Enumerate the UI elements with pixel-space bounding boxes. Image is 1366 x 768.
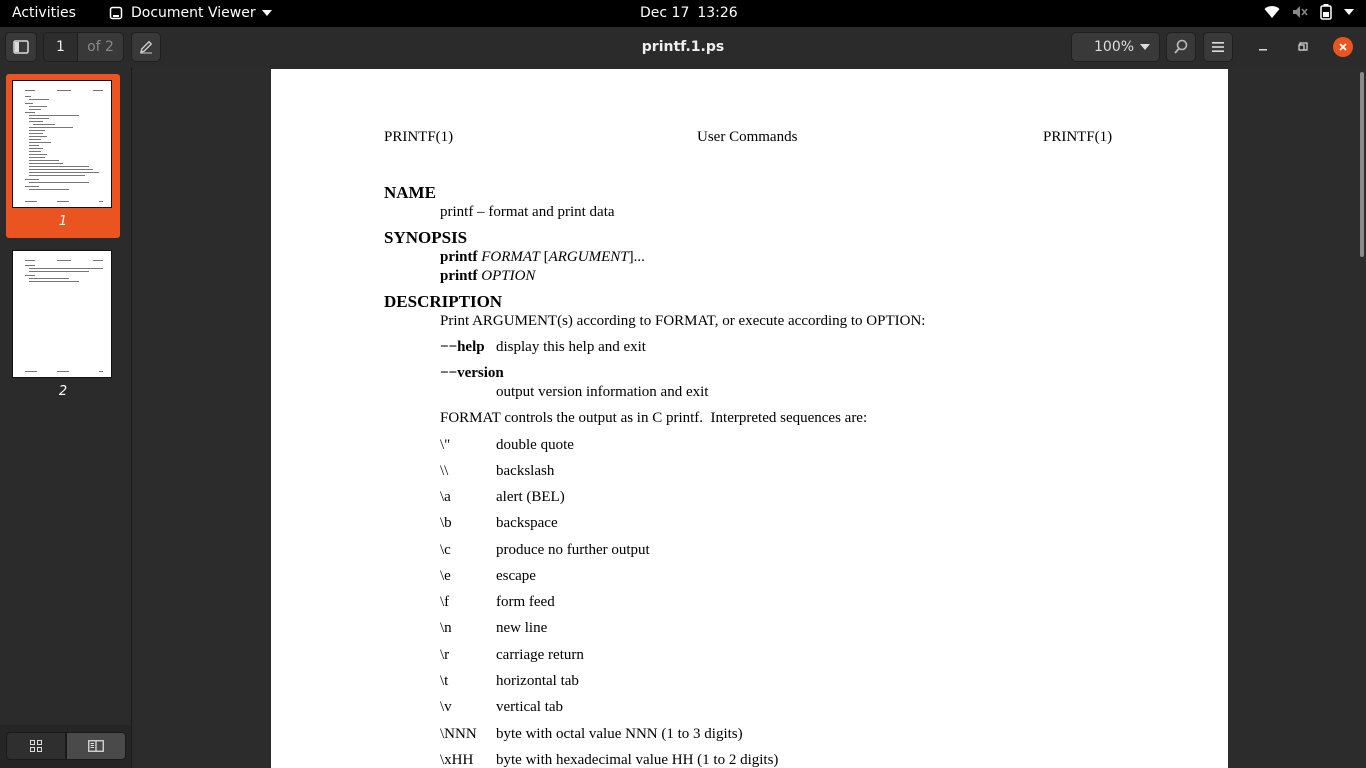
sequence-code: \NNN [440, 726, 477, 742]
app-menu-label: Document Viewer [131, 5, 256, 21]
close-icon [1338, 42, 1348, 52]
chevron-down-icon [1140, 44, 1150, 50]
app-menu[interactable] [109, 5, 272, 21]
help-option-name: −−help [440, 339, 485, 355]
search-icon [1173, 39, 1189, 55]
synopsis-line-1 [440, 249, 645, 266]
page-thumbnail-2[interactable] [6, 244, 120, 408]
thumbnail-sidebar [0, 68, 132, 768]
caret-down-icon [262, 10, 272, 16]
search-button[interactable] [1166, 32, 1196, 62]
system-tray[interactable] [1264, 4, 1354, 20]
hamburger-icon [1211, 41, 1225, 53]
close-button[interactable] [1333, 37, 1353, 57]
main-menu-button[interactable] [1203, 32, 1233, 62]
document-viewer-icon [109, 6, 123, 20]
thumbnails-tab[interactable] [6, 732, 66, 760]
activities-button[interactable]: Activities [12, 5, 76, 21]
page-header-left: PRINTF(1) [384, 129, 454, 145]
sequence-description: new line [496, 620, 548, 636]
name-heading: NAME [384, 183, 436, 202]
clock[interactable] [640, 5, 746, 21]
sequence-code: \t [440, 673, 449, 689]
sequence-description: alert (BEL) [496, 489, 565, 505]
synopsis-bracket-open: [ [543, 249, 549, 265]
sequence-code: \xHH [440, 752, 474, 768]
sequence-description: horizontal tab [496, 673, 579, 689]
system-top-bar [0, 0, 1366, 27]
sequence-code: \v [440, 699, 452, 715]
synopsis-format-arg: FORMAT [481, 249, 540, 265]
minimize-button[interactable] [1254, 38, 1272, 56]
volume-icon [1292, 5, 1308, 19]
clock-date: Dec 17 [640, 5, 690, 21]
page-number-input[interactable]: 1 [44, 33, 78, 61]
battery-icon [1320, 4, 1332, 20]
description-intro: Print ARGUMENT(s) according to FORMAT, or execute according to OPTION: [440, 313, 926, 329]
description-heading: DESCRIPTION [384, 292, 503, 311]
sequence-code: \\ [440, 463, 449, 479]
outline-tab[interactable] [66, 732, 126, 760]
version-description: output version information and exit [496, 384, 709, 400]
sequence-code: \f [440, 594, 450, 610]
format-intro: FORMAT controls the output as in C printf. Interpreted sequences are: [440, 410, 868, 426]
grid-icon [30, 740, 42, 752]
page-thumbnail-image [12, 250, 112, 378]
thumbnail-label: 1 [58, 214, 68, 229]
synopsis-heading: SYNOPSIS [384, 228, 468, 247]
header-bar [0, 27, 1366, 69]
synopsis-command: printf [440, 268, 478, 284]
page-thumbnail-image [12, 80, 112, 208]
document-page [271, 69, 1228, 768]
tray-caret-down-icon [1344, 9, 1354, 15]
sequence-code: \e [440, 568, 451, 584]
vertical-scrollbar[interactable] [1360, 72, 1364, 257]
version-option-name: −−version [440, 365, 504, 381]
zoom-selector[interactable] [1071, 32, 1160, 62]
name-text: printf – format and print data [440, 204, 615, 220]
sequence-description: carriage return [496, 647, 584, 663]
help-description: display this help and exit [496, 339, 646, 355]
minimize-icon [1258, 42, 1268, 52]
sequence-description: vertical tab [496, 699, 564, 715]
document-view[interactable] [133, 68, 1366, 768]
synopsis-option-arg: OPTION [481, 268, 536, 284]
synopsis-command: printf [440, 249, 478, 265]
page-header-center: User Commands [697, 129, 798, 145]
sequence-description: form feed [496, 594, 555, 610]
maximize-button[interactable] [1294, 38, 1312, 56]
sequence-code: \a [440, 489, 451, 505]
wifi-icon [1264, 5, 1280, 19]
document-title: printf.1.ps [641, 39, 725, 55]
synopsis-line-2 [440, 268, 535, 285]
clock-time: 13:26 [697, 5, 738, 21]
sequence-description: byte with octal value NNN (1 to 3 digits) [496, 726, 743, 742]
help-option [440, 339, 485, 356]
book-icon [88, 740, 104, 752]
sequence-description: escape [496, 568, 536, 584]
zoom-level: 100% [1094, 39, 1135, 55]
sequence-code: \n [440, 620, 452, 636]
page-thumbnail-1[interactable] [6, 74, 120, 238]
synopsis-bracket-close: ]... [628, 249, 645, 265]
restore-icon [1298, 42, 1308, 52]
page-total-label: of 2 [87, 39, 114, 55]
sequence-description: backslash [496, 463, 555, 479]
thumbnail-label: 2 [58, 384, 68, 399]
sequence-description: double quote [496, 437, 574, 453]
sidebar-footer [0, 725, 131, 768]
sequence-description: produce no further output [496, 542, 650, 558]
sequence-code: \r [440, 647, 450, 663]
sequence-code: \" [440, 437, 451, 453]
sequence-code: \b [440, 515, 452, 531]
synopsis-argument-arg: ARGUMENT [548, 249, 629, 265]
page-header-right: PRINTF(1) [1043, 129, 1113, 145]
sequence-code: \c [440, 542, 451, 558]
version-option [440, 365, 504, 382]
sequence-description: backspace [496, 515, 558, 531]
sequence-description: byte with hexadecimal value HH (1 to 2 digits) [496, 752, 779, 768]
